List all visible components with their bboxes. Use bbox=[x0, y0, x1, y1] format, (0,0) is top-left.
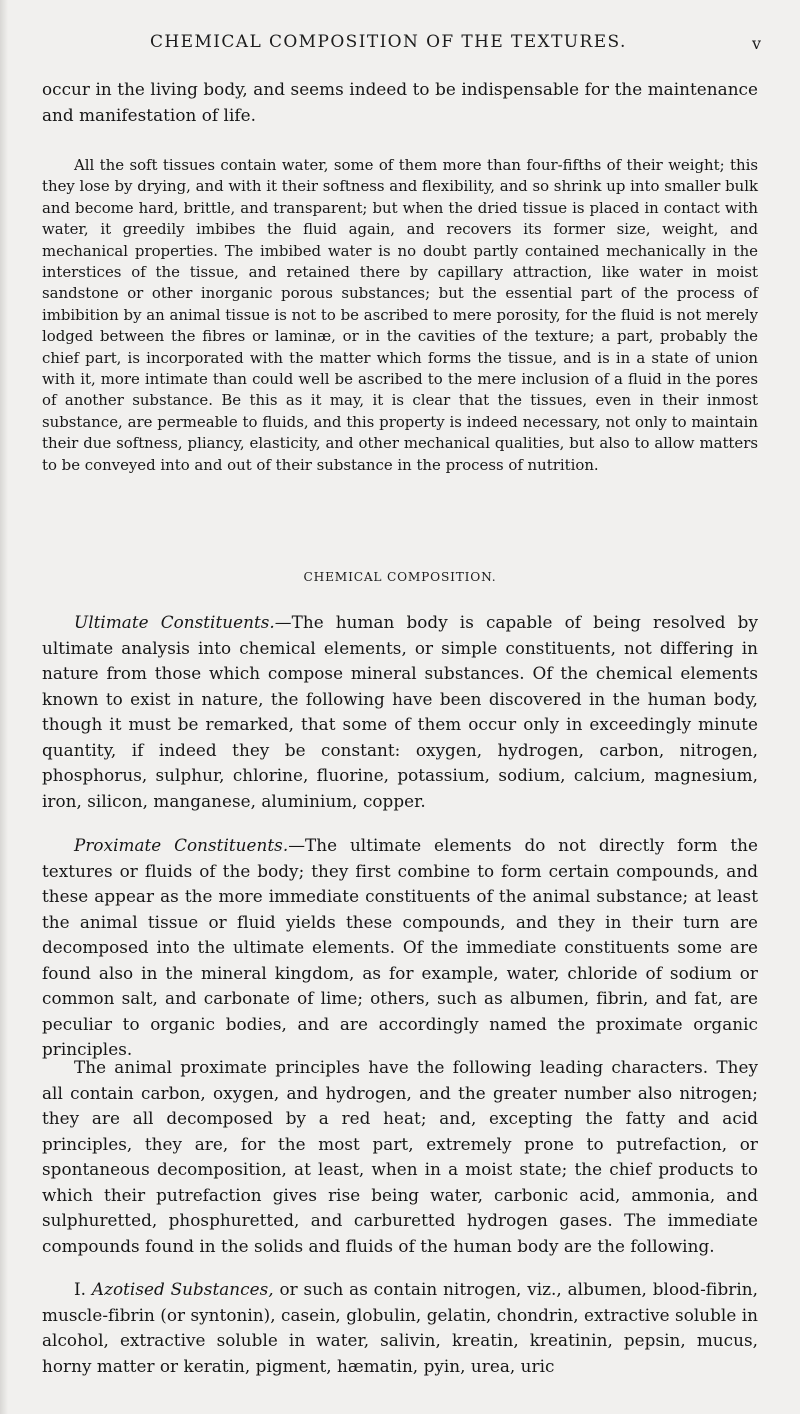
running-title: CHEMICAL COMPOSITION OF THE TEXTURES. bbox=[150, 32, 627, 52]
page-number: v bbox=[752, 34, 762, 53]
azotised-text: or such as contain nitrogen, viz., albumen, blood-fibrin, muscle-fibrin (or syntonin), casein, globulin, gelatin, chondrin, extractive soluble in alcohol, extractive soluble in water, salivin, kreatin, kreatinin, pepsin, mucus, horny matter or keratin, pigment, hæmatin, pyin, urea, uric bbox=[42, 1279, 758, 1376]
section-heading: CHEMICAL COMPOSITION. bbox=[303, 570, 497, 584]
paragraph-ultimate-constituents bbox=[42, 610, 758, 814]
proximate-constituents-text: —The ultimate elements do not directly form the textures or fluids of the body; they first combine to form certain compounds, and these appear as the more immediate constituents of the animal substance; at least the animal tissue or fluid yields these compounds, and they in their turn are decomposed into the ultimate elements. Of the immediate constituents some are found also in the mineral kingdom, as for example, water, chloride of sodium or common salt, and carbonate of lime; others, such as albumen, fibrin, and fat, are peculiar to organic bodies, and are accordingly named the proximate organic principles. bbox=[42, 835, 758, 1059]
paragraph-continuation: occur in the living body, and seems indeed to be indispensable for the maintenance and manifestation of life. bbox=[42, 79, 758, 125]
paragraph-proximate-principles: The animal proximate principles have the following leading characters. They all contain carbon, oxygen, and hydrogen, and the greater number also nitrogen; they are all decomposed by a red heat; and, excepting the fatty and acid principles, they are, for the most part, extremely prone to putrefaction, or spontaneous decomposition, at least, when in a moist state; the chief products to which their putrefaction gives rise being water, carbonic acid, ammonia, and sulphuretted, phosphuretted, and carburetted hydrogen gases. The immediate compounds found in the solids and fluids of the human body are the following. bbox=[42, 1057, 758, 1256]
azotised-numeral: I. bbox=[74, 1279, 87, 1299]
paragraph-soft-tissues: All the soft tissues contain water, some of them more than four-fifths of their weight; this they lose by drying, and with it their softness and flexibility, and so shrink up into smaller bulk and become hard, brittle, and transparent; but when the dried tissue is placed in contact with water, it greedily imbibes the fluid again, and recovers its former size, weight, and mechanical properties. The imbibed water is no doubt partly contained mechanically in the interstices of the tissue, and retained there by capillary attraction, like water in moist sandstone or other inorganic porous substances; but the essential part of the process of imbibition by an animal tissue is not to be ascribed to mere porosity, for the fluid is not merely lodged between the fibres or laminæ, or in the cavities of the texture; a part, probably the chief part, is incorporated with the matter which forms the tissue, and is in a state of union with it, more intimate than could well be ascribed to the mere inclusion of a fluid in the pores of another substance. Be this as it may, it is clear that the tissues, even in their inmost substance, are permeable to fluids, and this property is indeed necessary, not only to maintain their due softness, pliancy, elasticity, and other mechanical qualities, but also to allow matters to be conveyed into and out of their substance in the process of nutrition. bbox=[42, 156, 758, 474]
azotised-title: Azotised Substances, bbox=[91, 1279, 274, 1299]
proximate-constituents-title: Proximate Constituents. bbox=[74, 835, 289, 855]
ultimate-constituents-text: —The human body is capable of being resolved by ultimate analysis into chemical elements, or simple constituents, not differing in nature from those which compose mineral substances. Of the chemical elements known to exist in nature, the following have been discovered in the human body, though it must be remarked, that some of them occur only in exceedingly minute quantity, if indeed they be constant: oxygen, hydrogen, carbon, nitrogen, phosphorus, sulphur, chlorine, fluorine, potassium, sodium, calcium, magnesium, iron, silicon, manganese, aluminium, copper. bbox=[42, 612, 758, 811]
ultimate-constituents-title: Ultimate Constituents. bbox=[74, 612, 275, 632]
running-head bbox=[0, 28, 800, 58]
paragraph-azotised-substances bbox=[42, 1277, 758, 1379]
paragraph-proximate-constituents bbox=[42, 833, 758, 1063]
